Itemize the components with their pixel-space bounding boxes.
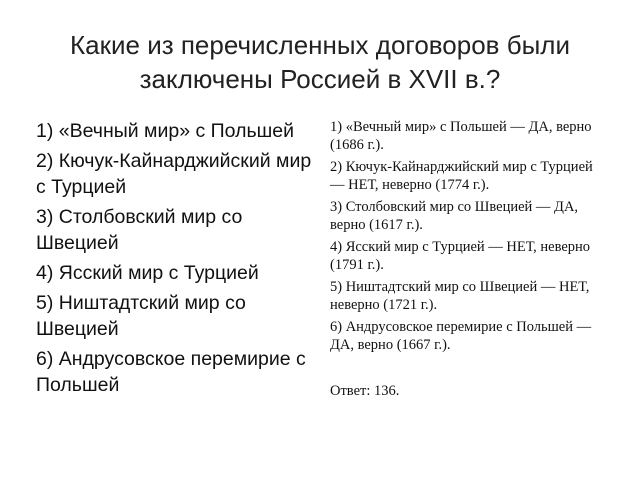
option-item: 5) Ништадтский мир со Швецией	[36, 292, 246, 340]
option-item: 3) Столбовский мир со Швецией	[36, 206, 243, 254]
slide-title: Какие из перечисленных договоров были заключены Россией в XVII в.?	[70, 30, 570, 94]
option-item: 4) Ясский мир с Турцией	[36, 262, 259, 284]
option-item: 2) Кючук-Кайнарджийский мир с Турцией	[36, 150, 312, 198]
explanations-column	[330, 118, 600, 400]
option-item: 6) Андрусовское перемирие с Польшей	[36, 348, 306, 396]
explanation-item: 3) Столбовский мир со Швецией — ДА, верно (1617 г.).	[330, 199, 579, 233]
explanation-item: 2) Кючук-Кайнарджийский мир с Турцией — НЕТ, неверно (1774 г.).	[330, 159, 593, 193]
explanation-item: 4) Ясский мир с Турцией — НЕТ, неверно (1791 г.).	[330, 239, 591, 273]
option-item: 1) «Вечный мир» с Польшей	[36, 120, 294, 142]
answer-text: Ответ: 136.	[330, 383, 400, 399]
explanation-item: 1) «Вечный мир» с Польшей — ДА, верно (1686 г.).	[330, 119, 592, 153]
explanation-item: 6) Андрусовское перемирие с Польшей — ДА, верно (1667 г.).	[330, 319, 592, 353]
options-list	[36, 118, 316, 402]
explanation-item: 5) Ништадтский мир со Швецией — НЕТ, неверно (1721 г.).	[330, 279, 590, 313]
